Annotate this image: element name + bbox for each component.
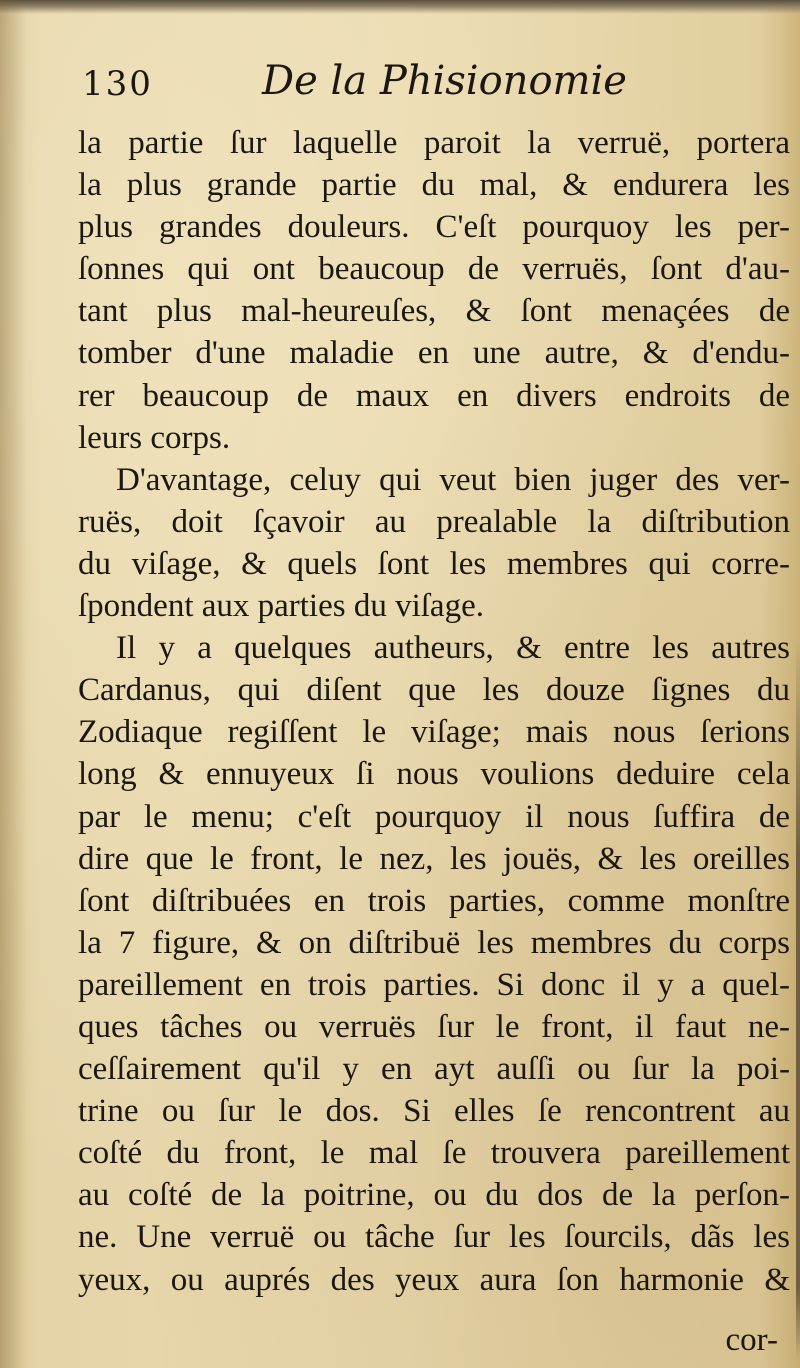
page-number: 130 [82, 64, 153, 104]
text-line: rer beaucoup de maux en divers endroits de [78, 377, 790, 414]
catchword: cor- [725, 1322, 778, 1358]
text-line: la plus grande partie du mal, & endurera les [78, 167, 790, 204]
text-line: trine ou ſur le dos. Si elles ſe rencontrent au [78, 1093, 790, 1130]
text-line: ſonnes qui ont beaucoup de verruës, ſont d'au- [78, 251, 790, 288]
body-text [78, 122, 790, 1301]
text-line: du viſage, & quels ſont les membres qui corre- [78, 545, 790, 582]
text-line: tomber d'une maladie en une autre, & d'endu- [78, 335, 790, 372]
text-line: ques tâches ou verruës ſur le front, il faut ne- [78, 1008, 790, 1045]
text-line: ruës, doit ſçavoir au prealable la diſtribution [78, 503, 790, 540]
text-line: yeux, ou auprés des yeux aura ſon harmonie & [78, 1261, 790, 1298]
text-line: long & ennuyeux ſi nous voulions deduire cela [78, 756, 790, 793]
text-line: plus grandes douleurs. C'eſt pourquoy les per- [78, 209, 790, 246]
text-line: ſpondent aux parties du viſage. [78, 588, 484, 625]
text-line: D'avantage, celuy qui veut bien juger des ver- [116, 461, 790, 498]
page-header [82, 58, 762, 114]
text-line: tant plus mal-heureuſes, & ſont menaçées de [78, 293, 790, 330]
text-line: ne. Une verruë ou tâche ſur les ſourcils, dãs les [78, 1219, 790, 1256]
text-line: Cardanus, qui diſent que les douze ſignes du [78, 672, 790, 709]
gutter-shadow [0, 0, 26, 1368]
text-line: Zodiaque regiſſent le viſage; mais nous ſerions [78, 714, 790, 751]
text-line: Il y a quelques autheurs, & entre les autres [116, 630, 790, 667]
text-line: ceſſairement qu'il y en ayt auſſi ou ſur la poi- [78, 1051, 790, 1088]
text-line: coſté du front, le mal ſe trouvera pareillement [78, 1135, 790, 1172]
text-line: dire que le front, le nez, les jouës, & les oreilles [78, 840, 790, 877]
text-line: la partie ſur laquelle paroit la verruë, portera [78, 125, 790, 161]
text-line: ſont diſtribuées en trois parties, comme monſtre [78, 882, 790, 919]
page-top-edge [0, 0, 800, 14]
text-line: pareillement en trois parties. Si donc il y a quel- [78, 966, 790, 1003]
text-line: par le menu; c'eſt pourquoy il nous ſuffira de [78, 798, 790, 835]
running-title: De la Phisionomie [262, 58, 627, 104]
text-line: au coſté de la poitrine, ou du dos de la perſon- [78, 1177, 790, 1214]
text-line: la 7 figure, & on diſtribuë les membres du corps [78, 924, 790, 961]
page-right-edge [796, 640, 800, 1360]
text-line: leurs corps. [78, 419, 231, 456]
